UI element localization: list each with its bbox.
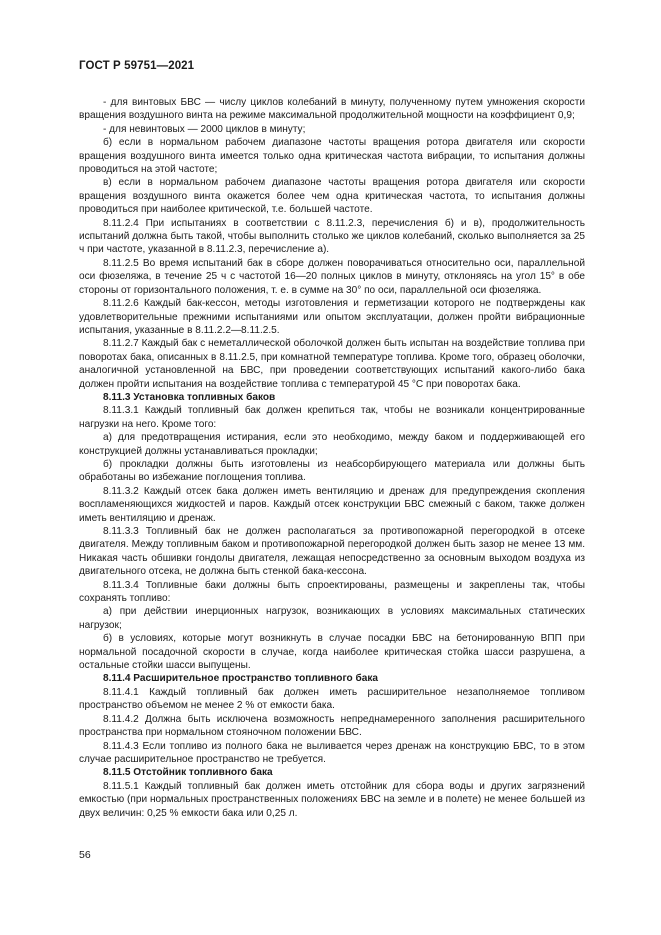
paragraph: б) прокладки должны быть изготовлены из неабсорбирующего материала или должны быть обработаны во избежание поглощения топлива.: [79, 458, 585, 484]
section-heading: 8.11.3 Установка топливных баков: [103, 391, 276, 403]
paragraph: 8.11.3.2 Каждый отсек бака должен иметь вентиляцию и дренаж для предупреждения скопления воспламеняющихся жидкостей и паров. Каждый отсек конструкции БВС смежный с баком, также должен иметь вентиляцию и дренаж.: [79, 485, 585, 524]
paragraph: 8.11.2.6 Каждый бак-кессон, методы изготовления и герметизации которого не подтверждены как удовлетворительные прежними испытаниями или опытом эксплуатации, должен пройти вибрационные испытания, указанные в 8.11.2.2—8.11.2.5.: [79, 298, 585, 336]
paragraph: 8.11.5.1 Каждый топливный бак должен иметь отстойник для сбора воды и других загрязнений емкостью (при нормальных пространственных положениях БВС на земле и в полете) не менее большей из двух величин: 0,25 % емкости бака или 0,25 л.: [79, 780, 585, 819]
document-body: [79, 96, 585, 820]
document-header: ГОСТ Р 59751—2021: [79, 60, 195, 72]
page-number: 56: [79, 849, 91, 861]
paragraph: 8.11.2.7 Каждый бак с неметаллической оболочкой должен быть испытан на воздействие топлива при поворотах бака, описанных в 8.11.2.5, при комнатной температуре топлива. Кроме того, образец оболочки, аналогичной установленной на БВС, при проведении соответствующих испытаний какого-либо бака должен пройти испытания на воздействие топлива с температурой 45 °С при поворотах бака.: [79, 338, 585, 390]
paragraph: - для невинтовых — 2000 циклов в минуту;: [103, 123, 306, 135]
section-heading: 8.11.4 Расширительное пространство топливного бака: [103, 673, 379, 685]
paragraph: в) если в нормальном рабочем диапазоне частоты вращения ротора двигателя или скорости вращения воздушного винта окажется более чем одна критическая частота, то испытания должны проводиться при наиболее критической, т.е. большей частоте.: [79, 177, 585, 216]
paragraph: б) если в нормальном рабочем диапазоне частоты вращения ротора двигателя или скорости вращения воздушного винта имеется только одна критическая частота вибрации, то испытания должны проводиться на этой частоте;: [79, 137, 585, 176]
paragraph: - для винтовых БВС — числу циклов колебаний в минуту, полученному путем умножения скорости вращения воздушного винта на режиме максимальной продолжительной мощности на коэффициент 0,9;: [79, 97, 585, 122]
paragraph: а) при действии инерционных нагрузок, возникающих в условиях максимальных статических нагрузок;: [79, 606, 585, 631]
paragraph: 8.11.4.1 Каждый топливный бак должен иметь расширительное незаполняемое топливом пространство объемом не менее 2 % от емкости бака.: [79, 686, 585, 712]
paragraph: 8.11.2.5 Во время испытаний бак в сборе должен поворачиваться относительно оси, параллельной оси фюзеляжа, в течение 25 ч с частотой 16—20 полных циклов в минуту, отклоняясь на угол 15° в обе стороны от горизонтального положения, т. е. в сумме на 30° по оси, параллельной оси фюзеляжа.: [79, 257, 585, 296]
section-heading: 8.11.5 Отстойник топливного бака: [103, 767, 273, 779]
paragraph: б) в условиях, которые могут возникнуть в случае посадки БВС на бетонированную ВПП при нормальной посадочной скорости в случае, когда наиболее критическая стойка шасси разрушена, а остальные стойки шасси выпущены.: [79, 633, 585, 672]
paragraph: 8.11.2.4 При испытаниях в соответствии с 8.11.2.3, перечисления б) и в), продолжительность испытаний должна быть такой, чтобы выполнить столько же циклов колебаний, сколько выполняется за 25 ч при частоте, указанной в 8.11.2.3, перечисление а).: [79, 217, 585, 256]
paragraph: 8.11.4.3 Если топливо из полного бака не выливается через дренаж на конструкцию БВС, то в этом случае расширительное пространство не требуется.: [79, 740, 585, 765]
paragraph: 8.11.4.2 Должна быть исключена возможность непреднамеренного заполнения расширительного пространства при нормальном стояночном положении БВС.: [79, 713, 585, 739]
paragraph: 8.11.3.4 Топливные баки должны быть спроектированы, размещены и закреплены так, чтобы сохранять топливо:: [79, 579, 585, 605]
paragraph: а) для предотвращения истирания, если это необходимо, между баком и поддерживающей его конструкцией должны устанавливаться прокладки;: [79, 432, 585, 457]
paragraph: 8.11.3.3 Топливный бак не должен располагаться за противопожарной перегородкой в отсеке двигателя. Между топливным баком и противопожарной перегородкой должен быть зазор не менее 13 мм. Никакая часть обшивки гондолы двигателя, лежащая непосредственно за основным выходом воздуха из двигательного отсека, не должна быть стенкой бака-кессона.: [79, 526, 585, 578]
paragraph: 8.11.3.1 Каждый топливный бак должен крепиться так, чтобы не возникали концентрированные нагрузки на него. Кроме того:: [79, 405, 585, 430]
